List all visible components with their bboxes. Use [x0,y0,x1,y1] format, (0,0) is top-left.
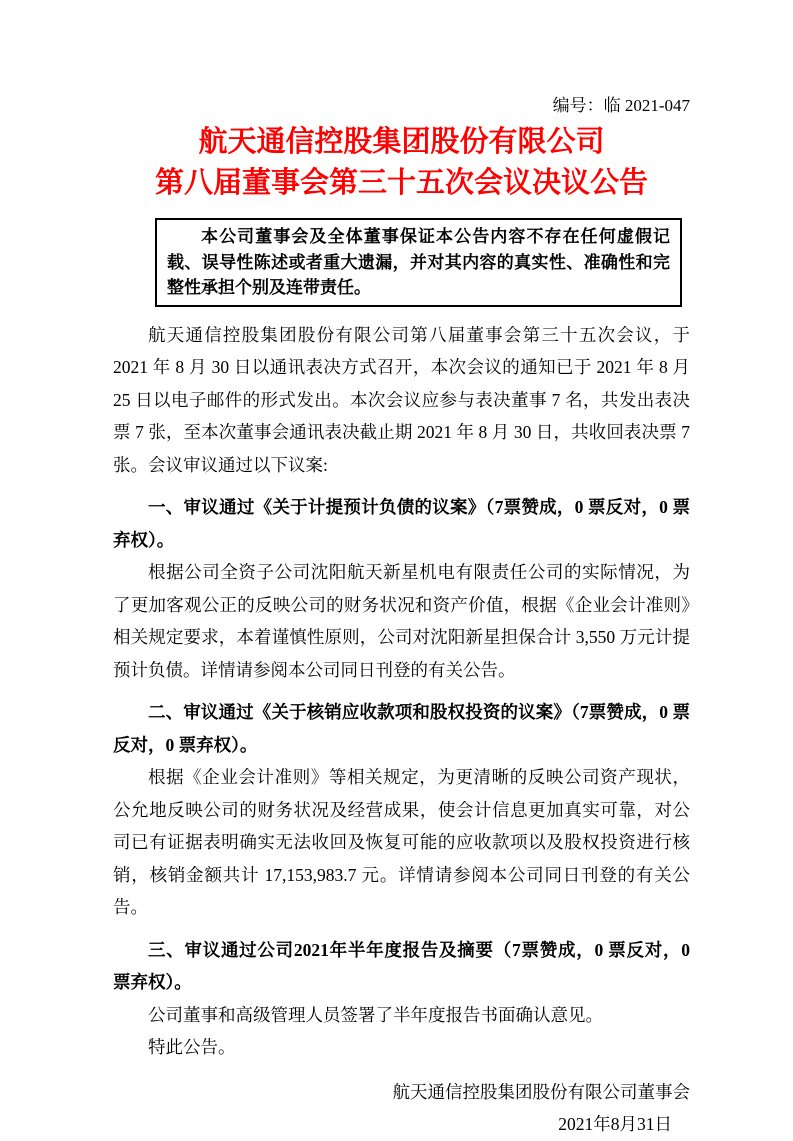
meeting-title: 第八届董事会第三十五次会议决议公告 [154,167,648,199]
resolution-1-paragraph: 根据公司全资子公司沈阳航天新星机电有限责任公司的实际情况，为了更加客观公正的反映公司的财务状况和资产价值，根据《企业会计准则》相关规定要求，本着谨慎性原则，公司对沈阳新星担保合计 3,550 万元计提预计负债。详情请参阅本公司同日刊登的有关公告。 [113,562,690,680]
resolution-3-paragraph: 公司董事和高级管理人员签署了半年度报告书面确认意见。 [148,1004,603,1025]
intro-paragraph: 航天通信控股集团股份有限公司第八届董事会第三十五次会议，于 2021 年 8 月 30 日以通讯表决方式召开，本次会议的通知已于 2021 年 8 月 25 日以电子邮件的形式发出。本次会议应参与表决董事 7 名，共发出表决票 7 张，至本次董事会通讯表决截止期 2021 年 8 月 30 日，共收回表决票 7 张。会议审议通过以下议案: [113,324,690,475]
disclaimer-box [155,218,682,307]
signature-line: 航天通信控股集团股份有限公司董事会 [392,1081,690,1102]
resolution-3-heading: 三、审议通过公司2021年半年度报告及摘要（7票赞成，0 票反对，0 票弃权）。 [113,939,690,992]
resolution-2-paragraph: 根据《企业会计准则》等相关规定，为更清晰的反映公司资产现状，公允地反映公司的财务状况及经营成果，使会计信息更加真实可靠，对公司已有证据表明确实无法收回及恢复可能的应收款项以及股权投资进行核销，核销金额共计 17,153,983.7 元。详情请参阅本公司同日刊登的有关公告。 [113,767,690,917]
resolution-2-heading: 二、审议通过《关于核销应收款项和股权投资的议案》（7票赞成，0 票反对，0 票弃权）。 [113,702,690,755]
doc-number: 编号：临 2021-047 [552,96,690,115]
announcement-body [113,319,690,1141]
disclaimer-text: 本公司董事会及全体董事保证本公告内容不存在任何虚假记载、误导性陈述或者重大遗漏，并对其内容的真实性、准确性和完整性承担个别及连带责任。 [167,227,670,297]
date-line: 2021年8月31日 [558,1114,672,1134]
page-title [113,122,690,204]
company-name-title: 航天通信控股集团股份有限公司 [198,126,605,158]
resolution-1-heading: 一、审议通过《关于计提预计负债的议案》（7票赞成，0 票反对，0 票弃权）。 [113,497,690,550]
closing-statement: 特此公告。 [148,1037,236,1057]
